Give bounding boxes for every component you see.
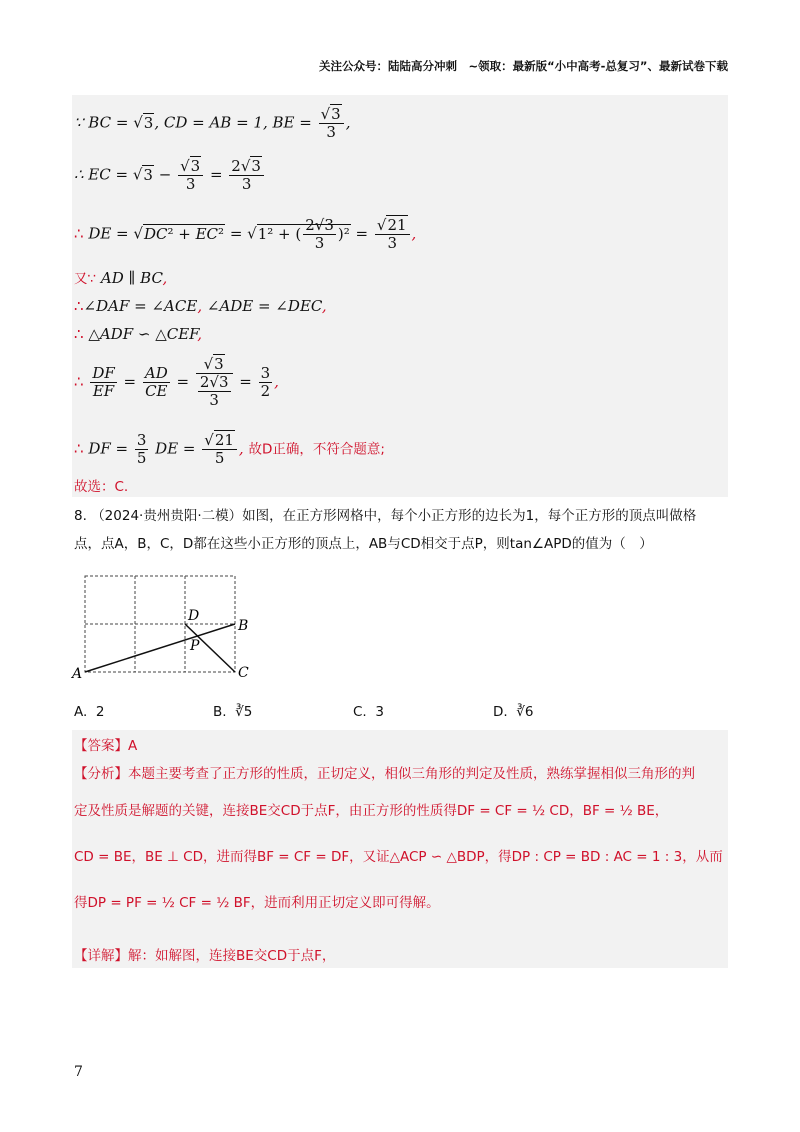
label-d: D — [188, 608, 200, 624]
solution-line-8: ∴ DF = $\frac{3}{5}$ DE = $\frac{√21}{5}$ , 故D正确，不符合题意; — [74, 431, 385, 467]
solution-line-3: ∴ DE = √DC² + EC² = √1² + ( $\frac{2√3}{3}$ )² = $\frac{√21}{3}$ , — [74, 216, 417, 252]
grid-figure — [70, 570, 270, 685]
conclusion: 故选：C. — [74, 479, 129, 495]
solution-line-2: ∴ EC = √3 − $\frac{√3}{3}$ = $\frac{2√3}{3}$ — [74, 158, 266, 193]
solution-line-6: ∴ △ADF ∽ △CEF, — [74, 325, 203, 343]
question-8: 8. （2024·贵州贵阳·二模）如图，在正方形网格中，每个小正方形的边长为1，每个正方形的顶点叫做格 点，点A，B，C，D都在这些小正方形的顶点上，AB与CD相交于点P，则tan∠APD的值为（ ） — [74, 508, 697, 552]
detail: 【详解】解：如解图，连接BE交CD于点F， — [74, 948, 336, 964]
page-number: 7 — [74, 1064, 83, 1080]
answer: 【答案】A — [74, 738, 138, 754]
option-b[interactable]: B. ∛5 — [213, 704, 253, 720]
solution-line-1: ∵ BC = √3, CD = AB = 1, BE = $\frac{√3}{3}$ , — [74, 105, 351, 141]
solution-line-7: ∴ $\frac{DF}{EF}$ = $\frac{AD}{CE}$ = $\frac{√3}{\frac{2√3}{3}}$ = $\frac{3}{2}$ , — [74, 355, 279, 409]
label-b: B — [238, 618, 249, 634]
option-c[interactable]: C. 3 — [353, 704, 384, 720]
solution-line-5: ∴∠DAF = ∠ACE, ∠ADE = ∠DEC, — [74, 297, 327, 315]
solution-line-4: 又∵ AD ∥ BC, — [74, 269, 168, 287]
segment-ab — [85, 624, 235, 672]
label-a: A — [72, 666, 83, 682]
option-d[interactable]: D. ∛6 — [493, 704, 534, 720]
page-header: 关注公众号：陆陆高分冲刺 ~领取：最新版“小中高考-总复习”、最新试卷下载 — [318, 59, 728, 73]
label-p: P — [190, 638, 200, 654]
analysis: 【分析】本题主要考查了正方形的性质，正切定义，相似三角形的判定及性质，熟练掌握相似三角形的判 定及性质是解题的关键，连接BE交CD于点F，由正方形的性质得DF = CF = ½ CD，BF = ½ BE， CD = BE，BE ⊥ CD，进而得BF = CF = DF，又证△ACP ∽ △BDP，得DP : CP = BD : AC = 1 : 3，从而 得DP = PF = ½ CF = ½ BF，进而利用正切定义即可得解。 — [74, 766, 723, 911]
label-c: C — [238, 665, 249, 681]
option-a[interactable]: A. 2 — [74, 704, 105, 720]
